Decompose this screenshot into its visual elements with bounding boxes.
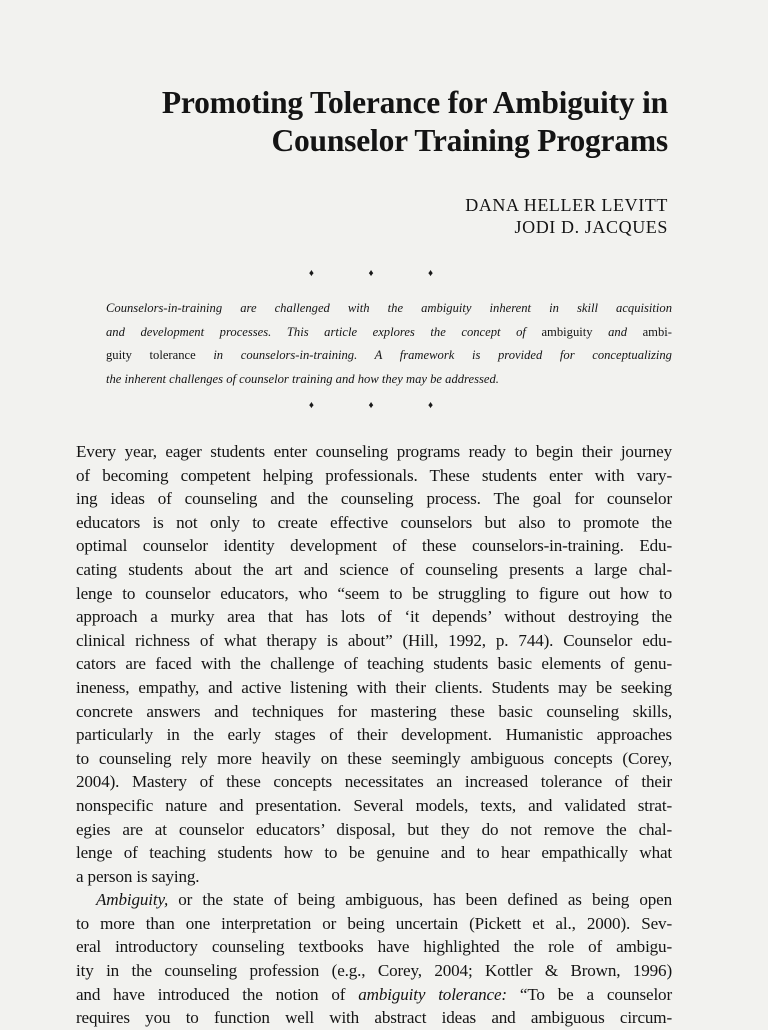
body-text-run: and have introduced the notion of: [76, 984, 359, 1004]
body-line: 2004). Mastery of these concepts necessitates an increased tolerance of their: [76, 772, 672, 792]
abstract-term: guity tolerance: [106, 348, 196, 362]
abstract-line: Counselors-in-training are challenged with the ambiguity inherent in skill acquisition: [106, 301, 672, 315]
title-line-2: Counselor Training Programs: [271, 123, 668, 158]
abstract-line: [106, 344, 672, 368]
body-line: Every year, eager students enter counseling programs ready to begin their journey: [76, 442, 672, 461]
body-line: lenge of teaching students how to be genuine and to hear empathically what: [76, 843, 672, 863]
article-title: [60, 84, 668, 160]
body-line: concrete answers and techniques for mastering these basic counseling skills,: [76, 701, 672, 721]
abstract-term: ambiguity: [541, 324, 593, 339]
body-line: ing ideas of counseling and the counseling process. The goal for counselor: [76, 489, 672, 509]
abstract-text: and: [608, 324, 628, 339]
abstract-text: and development processes. This article explores the concept of: [106, 324, 526, 339]
term-emphasis: Ambiguity,: [96, 890, 169, 910]
section-ornament: ♦ ♦ ♦: [308, 268, 460, 279]
body-line: a person is saying.: [76, 866, 200, 886]
abstract-line: [106, 321, 672, 345]
body-line: particularly in the early stages of their development. Humanistic approaches: [76, 725, 672, 745]
section-ornament: ♦ ♦ ♦: [308, 400, 460, 411]
author-list: [465, 194, 668, 238]
body-text-run: “To be a counselor: [506, 984, 672, 1004]
term-emphasis: ambiguity tolerance:: [358, 984, 507, 1004]
body-line: optimal counselor identity development of these counselors-in-training. Edu-: [76, 536, 672, 556]
body-line: cators are faced with the challenge of teaching students basic elements of genu-: [76, 654, 672, 674]
body-text: [76, 440, 672, 1030]
body-line: requires you to function well with abstract ideas and ambiguous circum-: [76, 1008, 672, 1028]
body-line: educators is not only to create effective counselors but also to promote the: [76, 512, 672, 532]
body-line: ineness, empathy, and active listening with their clients. Students may be seeking: [76, 677, 672, 697]
abstract-text: in counselors-in-training. A framework is provided for conceptualizing: [213, 348, 672, 362]
abstract-line: the inherent challenges of counselor training and how they may be addressed.: [106, 371, 499, 386]
body-text-run: or the state of being ambiguous, has been defined as being open: [168, 890, 672, 910]
body-line: [76, 888, 672, 912]
body-line: approach a murky area that has lots of ‘it depends’ without destroying the: [76, 607, 672, 627]
body-line: clinical richness of what therapy is about” (Hill, 1992, p. 744). Counselor edu-: [76, 630, 672, 650]
body-line: nonspecific nature and presentation. Several models, texts, and validated strat-: [76, 795, 672, 815]
abstract: [106, 297, 672, 391]
body-line: egies are at counselor educators’ disposal, but they do not remove the chal-: [76, 819, 672, 839]
author-name: JODI D. JACQUES: [514, 217, 668, 237]
body-line: of becoming competent helping professionals. These students enter with vary-: [76, 465, 672, 485]
author-name: DANA HELLER LEVITT: [465, 195, 668, 215]
body-line: eral introductory counseling textbooks have highlighted the role of ambigu-: [76, 937, 672, 957]
body-line: ity in the counseling profession (e.g., Corey, 2004; Kottler & Brown, 1996): [76, 961, 672, 981]
title-line-1: Promoting Tolerance for Ambiguity in: [161, 85, 668, 120]
body-line: to more than one interpretation or being uncertain (Pickett et al., 2000). Sev-: [76, 913, 672, 933]
body-line: lenge to counselor educators, who “seem to be struggling to figure out how to: [76, 583, 672, 603]
body-line: cating students about the art and science of counseling presents a large chal-: [76, 559, 672, 579]
body-line: to counseling rely more heavily on these seemingly ambiguous concepts (Corey,: [76, 748, 672, 768]
body-line: [76, 983, 672, 1007]
abstract-term: ambi-: [642, 324, 672, 339]
